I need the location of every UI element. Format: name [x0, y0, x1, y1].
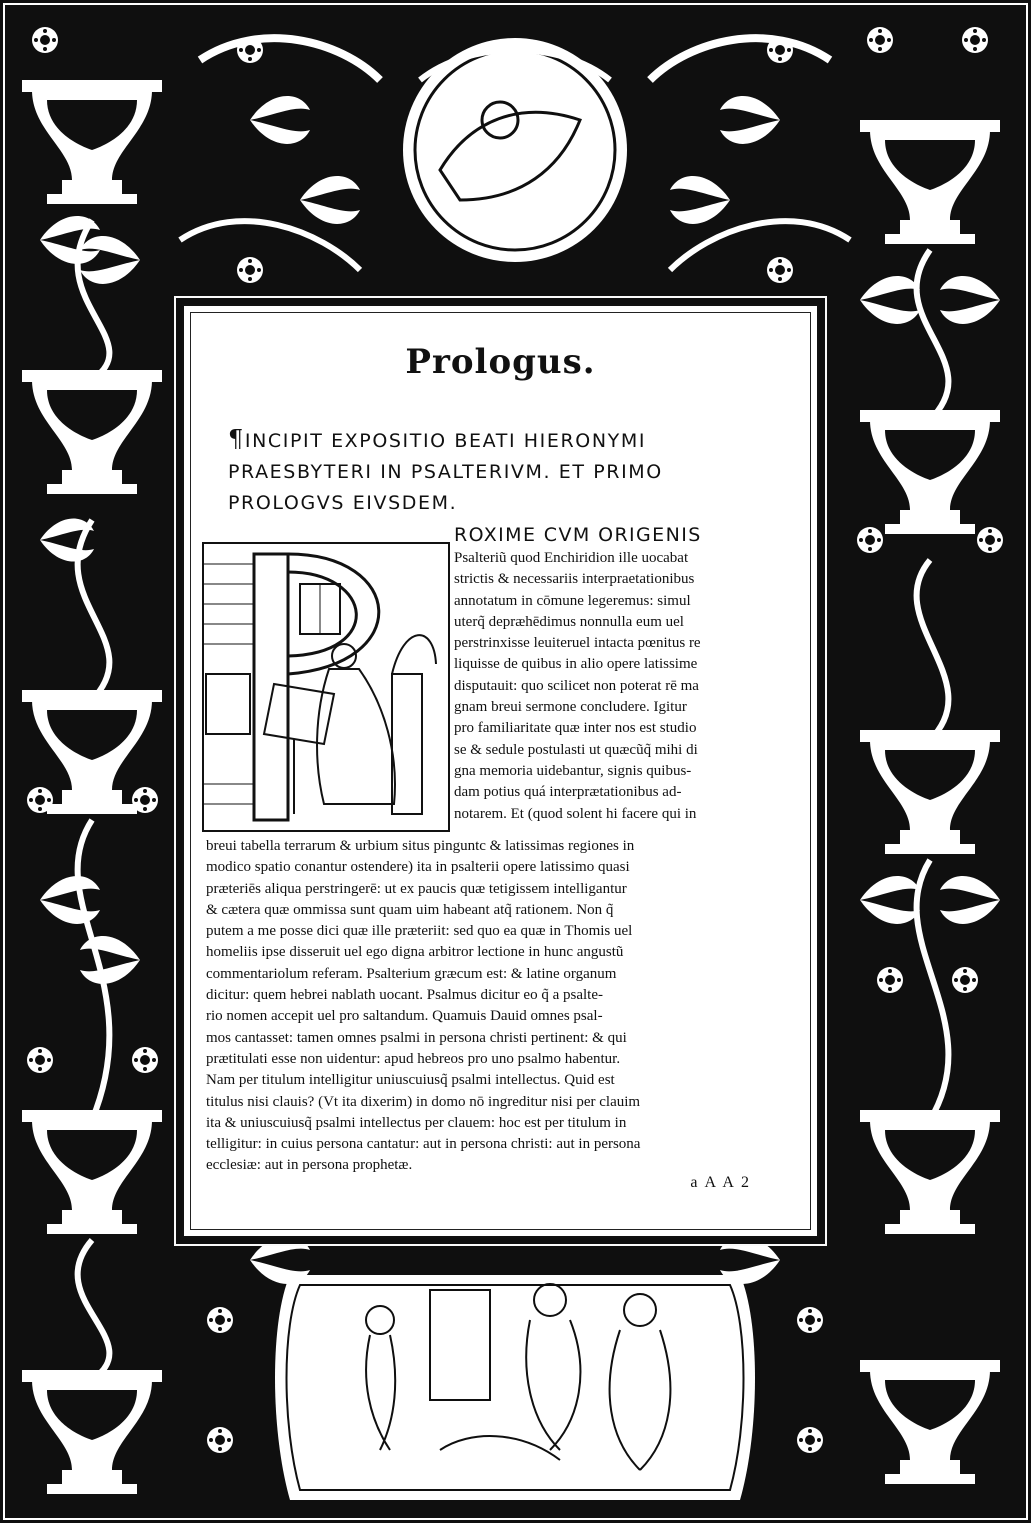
text-line: pro familiaritate quæ inter nos est studio	[454, 720, 697, 737]
text-beside-initial	[454, 548, 701, 825]
paragraph-mark-icon: ¶	[228, 425, 245, 453]
text-line: dam potius quá interprætationibus ad-	[454, 784, 682, 801]
text-line: Psalteriũ quod Enchiridion ille uocabat	[454, 550, 689, 566]
text-line: disputauit: quo scilicet non poterat rē ma	[454, 677, 699, 694]
text-line: telligitur: in cuius persona cantatur: aut in persona christi: aut in persona	[206, 1136, 641, 1153]
heading-line: PROLOGVS EIVSDEM.	[228, 492, 458, 514]
text-line: mos cantasset: tamen omnes psalmi in persona christi pertinent: & qui	[206, 1029, 627, 1046]
signature-mark: a A A 2	[690, 1174, 751, 1191]
text-line: perstrinxisse leuiteruel intacta pœnitus re	[454, 635, 701, 652]
text-line: ita & uniuscuiusq̃ psalmi intellectus per clauem: hoc est per titulum in	[206, 1114, 627, 1131]
text-line: rio nomen accepit uel pro saltandum. Quamuis Dauid omnes psal-	[206, 1008, 603, 1025]
text-line: putem a me posse dici quæ ille præteriit: sed quo ea quæ in Thomis uel	[206, 923, 633, 940]
page-title: Prologus.	[405, 342, 596, 382]
text-panel	[182, 304, 819, 1238]
incipit-heading	[228, 424, 788, 519]
text-line: gnam breui sermone concludere. Igitur	[454, 699, 687, 716]
text-line: breui tabella terrarum & urbium situs pinguntc & latissimas regiones in	[206, 838, 635, 854]
text-line: homeliis ipse disseruit uel ego digna arbitror lectione in hunc angustũ	[206, 944, 624, 961]
scholar-at-desk-icon	[204, 544, 448, 830]
text-line: annotatum in cōmune legeremus: simul	[454, 592, 691, 609]
heading-line: ¶INCIPIT EXPOSITIO BEATI HIERONYMI	[228, 425, 647, 453]
text-line: dicitur: quem hebrei nablath uocant. Psalmus dicitur eo q̃ a psalte-	[206, 987, 603, 1004]
text-line: Nam per titulum intelligitur uniuscuiusq̃ psalmi intellectus. Quid est	[206, 1072, 615, 1089]
initial-p-woodcut	[202, 542, 450, 832]
heading-line: PRAESBYTERI IN PSALTERIVM. ET PRIMO	[228, 461, 663, 483]
text-line: strictis & necessariis interpraetationibus	[454, 571, 695, 588]
first-line-capitals: ROXIME CVM ORIGENIS	[454, 524, 702, 546]
text-line: gna memoria uidebantur, signis quibus-	[454, 762, 692, 779]
text-line: titulus nisi clauis? (Vt ita dixerim) in domo nō ingreditur nisi per clauim	[206, 1093, 641, 1110]
text-line: modico spatio conantur ostendere) ita in psalterii opere latissimo quasi	[206, 859, 630, 876]
text-line: uterq̃ depræhēdimus nonnulla eum uel	[454, 613, 684, 630]
text-full-width	[206, 836, 640, 1177]
text-line: liquisse de quibus in alio opere latissime	[454, 656, 698, 673]
text-line: prætitulati esse non uidentur: apud hebreos pro uno psalmo habentur.	[206, 1050, 621, 1067]
text-line: præteriēs aliqua perstringerē: ut ex paucis quæ tetigissem intelligantur	[206, 880, 627, 897]
text-line: & cætera quæ ommissa sunt quam uim habeant atq̃ rationem. Non q̃	[206, 901, 614, 918]
text-line: notarem. Et (quod solent hi facere qui in	[454, 805, 697, 822]
text-line: se & sedule postulasti ut quæcũq̃ mihi di	[454, 741, 698, 758]
text-line: ecclesiæ: aut in persona prophetæ.	[206, 1157, 413, 1174]
text-line: commentariolum referam. Psalterium græcum est: & latine organum	[206, 965, 617, 982]
